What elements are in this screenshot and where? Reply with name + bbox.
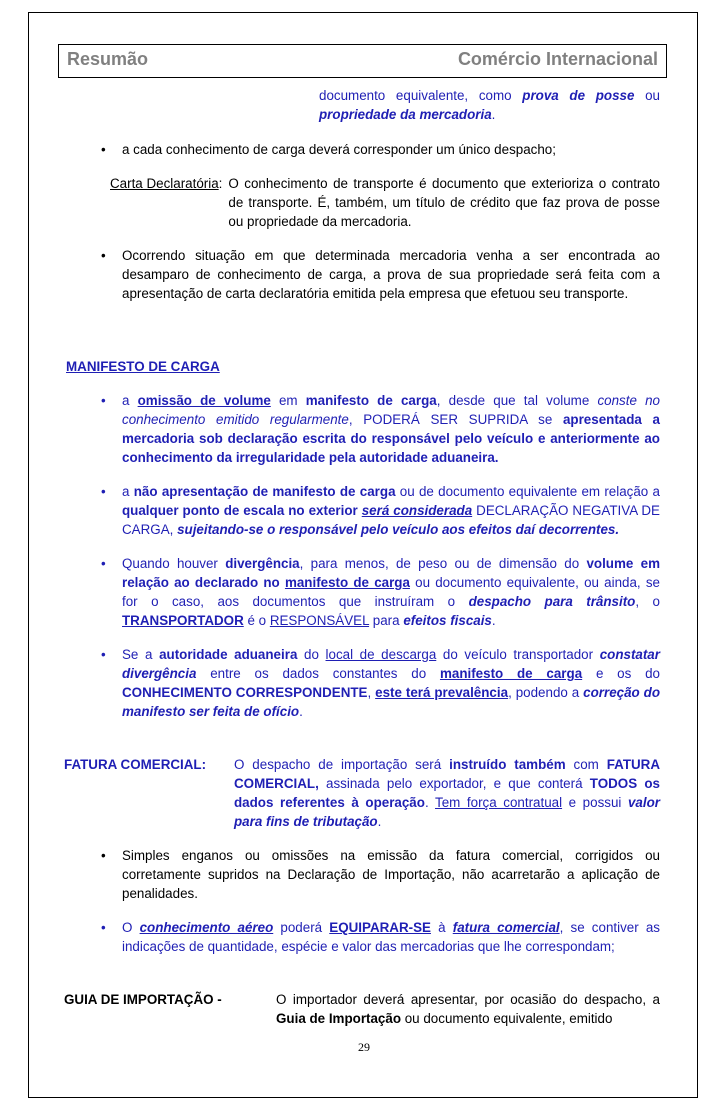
header-left-title: Resumão (67, 49, 149, 69)
definition-text: O conhecimento de transporte é documento que exterioriza o contrato de transporte. É, também, um título de crédito que faz prova de posse ou propriedade da mercadoria. (228, 176, 660, 229)
text-run: não apresentação de manifesto de carga (133, 484, 396, 499)
text-run: à (430, 920, 453, 935)
text-run: DECLARAÇÃO NEGATIVA DE CARGA, (122, 503, 660, 537)
text-run: TRANSPORTADOR (122, 613, 244, 628)
bullet-text: Simples enganos ou omissões na emissão da fatura comercial, corrigidos ou corretamente supridos na Declaração de Importação, não acarretarão a aplicação de penalidades. (122, 848, 660, 901)
document-body (66, 86, 660, 1028)
text-run: Tem força contratual (435, 795, 563, 810)
text-run: . (491, 613, 496, 628)
text-run: sujeitando-se o responsável pelo veículo aos efeitos daí decorrentes. (177, 522, 620, 537)
bullet-item (56, 645, 660, 721)
text-run: a (122, 484, 134, 499)
definition-text (276, 990, 660, 1028)
text-run: é o (243, 613, 270, 628)
text-run: , para menos, de peso ou de dimensão do (299, 556, 587, 571)
text-run: . (299, 704, 303, 719)
text-run: prova de posse (522, 88, 635, 103)
text-run: manifesto de carga (439, 666, 583, 681)
text-run: documento equivalente, como (319, 88, 523, 103)
page-number: 29 (358, 1040, 370, 1054)
text-run: . (377, 814, 382, 829)
guia-importacao-definition (64, 990, 660, 1028)
text-run: RESPONSÁVEL (269, 613, 370, 628)
text-run: e os do (582, 666, 660, 681)
text-run: EQUIPARAR-SE (329, 920, 431, 935)
bullet-item (56, 554, 660, 630)
text-run: ou documento equivalente, ou ainda, se for o caso, aos documentos que instruíram o (122, 575, 660, 609)
text-run: a (122, 393, 138, 408)
text-run: Guia de Importação (276, 1011, 402, 1026)
text-run: fatura comercial (452, 920, 560, 935)
text-run: com (565, 757, 607, 772)
text-run: ou de documento equivalente em relação a (395, 484, 660, 499)
text-run: volume em relação ao declarado no (122, 556, 660, 590)
bullet-item (56, 918, 660, 956)
text-run: CONHECIMENTO CORRESPONDENTE (122, 685, 368, 700)
bullet-icon: • (101, 920, 106, 935)
header-right-title: Comércio Internacional (457, 49, 658, 69)
section-title-guia: GUIA DE IMPORTAÇÃO - (64, 992, 222, 1007)
carta-declaratoria-definition (110, 174, 660, 231)
text-run: autoridade aduaneira (159, 647, 298, 662)
text-run: , o (635, 594, 660, 609)
bullet-item (56, 140, 660, 159)
text-run: instruído também (449, 757, 566, 772)
definition-label: Carta Declaratória (110, 176, 219, 191)
text-run: , (367, 685, 376, 700)
text-run: O (122, 920, 140, 935)
text-run: , desde que tal volume (436, 393, 598, 408)
text-run: do veículo transportador (436, 647, 600, 662)
text-run: conhecimento aéreo (139, 920, 274, 935)
text-run: e possui (562, 795, 628, 810)
section-title-manifesto: MANIFESTO DE CARGA (66, 359, 220, 374)
text-run: : (218, 176, 223, 191)
bullet-icon: • (101, 848, 106, 863)
text-run: qualquer ponto de escala no exterior (122, 503, 358, 518)
text-run: em (270, 393, 306, 408)
text-run: . (424, 795, 436, 810)
text-run: valor para fins de tributação (234, 795, 660, 829)
bullet-icon: • (101, 556, 106, 571)
text-run: local de descarga (325, 647, 437, 662)
text-run: despacho para trânsito (468, 594, 636, 609)
bullet-item (56, 846, 660, 903)
bullet-icon: • (101, 484, 106, 499)
text-run: apresentada a mercadoria sob declaração escrita do responsável pelo veículo e anteriormente ao conhecimento da irregularidade pela autoridade aduaneira. (122, 412, 660, 465)
page-header (58, 44, 667, 78)
bullet-icon: • (101, 248, 106, 263)
text-run: Quando houver (122, 556, 226, 571)
text-run: manifesto de carga (305, 393, 437, 408)
definition-text (234, 755, 660, 831)
text-run: ou (634, 88, 660, 103)
text-run: conste no conhecimento emitido regularmente (122, 393, 660, 427)
text-run: para (369, 613, 404, 628)
text-run: ou documento equivalente, emitido (401, 1011, 613, 1026)
text-run: poderá (273, 920, 330, 935)
text-run: propriedade da mercadoria (319, 107, 492, 122)
section-title-fatura: FATURA COMERCIAL: (64, 757, 207, 772)
bullet-item (56, 246, 660, 303)
text-run: , PODERÁ SER SUPRIDA se (348, 412, 563, 427)
text-run: FATURA COMERCIAL, (234, 757, 661, 791)
bullet-item (56, 391, 660, 467)
bullet-item (56, 482, 660, 539)
bullet-icon: • (101, 393, 106, 408)
text-run: correção do manifesto ser feita de ofício (122, 685, 660, 719)
bullet-text: a cada conhecimento de carga deverá corresponder um único despacho; (122, 142, 556, 157)
text-run: este terá prevalência (375, 685, 509, 700)
text-run: TODOS os dados referentes à operação (234, 776, 660, 810)
bullet-icon: • (101, 647, 106, 662)
text-run: omissão de volume (137, 393, 271, 408)
fatura-comercial-definition (64, 755, 660, 831)
text-run: divergência (225, 556, 300, 571)
text-run: O importador deverá apresentar, por ocasião do despacho, a (276, 992, 660, 1007)
text-run: será considerada (361, 503, 473, 518)
text-run: efeitos fiscais (403, 613, 492, 628)
paragraph-top (319, 86, 660, 124)
bullet-text: Ocorrendo situação em que determinada mercadoria venha a ser encontrada ao desamparo de conhecimento de carga, a prova de sua propriedade será feita com a apresentação de carta declaratória emitida pela empresa que efetuou seu transporte. (122, 248, 660, 301)
text-run: , podendo a (508, 685, 584, 700)
bullet-icon: • (101, 142, 106, 157)
text-run: entre os dados constantes do (196, 666, 440, 681)
text-run: O despacho de importação será (234, 757, 450, 772)
text-run: . (491, 107, 496, 122)
text-run: , se contiver as indicações de quantidade, espécie e valor das mercadorias que lhe correspondam; (122, 920, 660, 954)
text-run: assinada pelo exportador, e que conterá (318, 776, 590, 791)
text-run: Se a (122, 647, 160, 662)
text-run: manifesto de carga (284, 575, 410, 590)
text-run: constatar divergência (122, 647, 660, 681)
text-run: do (297, 647, 326, 662)
